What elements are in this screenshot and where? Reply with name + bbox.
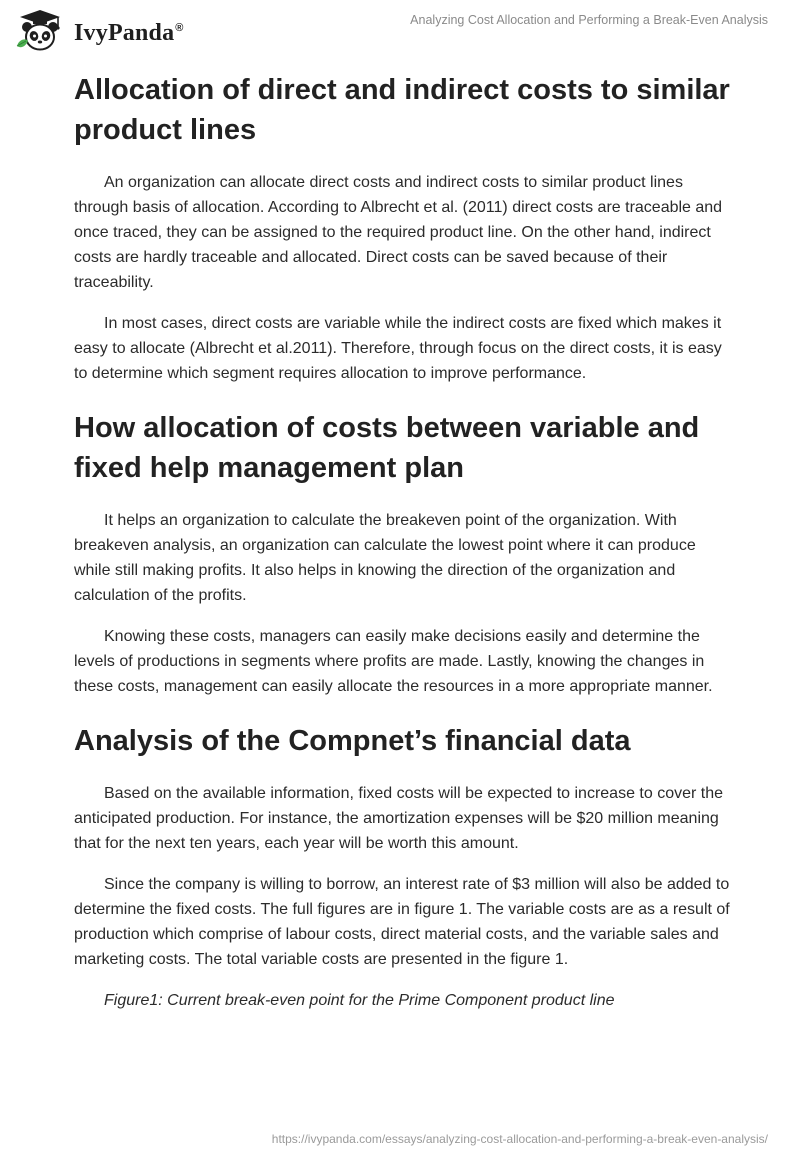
paragraph: Since the company is willing to borrow, an interest rate of $3 million will also be added to determine the fixed costs. The full figures are in figure 1. The variable costs are as a result of production which comprise of labour costs, direct material costs, and the variable sales and marketing costs. The total variable costs are presented in the figure 1. — [74, 876, 730, 968]
document-title: Analyzing Cost Allocation and Performing a Break-Even Analysis — [410, 13, 768, 27]
ivypanda-logo[interactable] — [14, 8, 184, 54]
paragraph: It helps an organization to calculate the breakeven point of the organization. With breakeven analysis, an organization can calculate the lowest point where it can produce while still making profits. It also helps in knowing the direction of the organization and calculation of the profits. — [74, 512, 696, 604]
section-heading: Allocation of direct and indirect costs to similar product lines — [74, 74, 730, 146]
page-header — [0, 0, 800, 64]
paragraph: Based on the available information, fixed costs will be expected to increase to cover the anticipated production. For instance, the amortization expenses will be $20 million meaning that for the next ten years, each year will be worth this amount. — [74, 785, 724, 852]
paragraph: In most cases, direct costs are variable while the indirect costs are fixed which makes it easy to allocate (Albrecht et al.2011). Therefore, through focus on the direct costs, it is easy to determine which segment requires allocation to improve performance. — [74, 315, 722, 382]
paragraph: An organization can allocate direct costs and indirect costs to similar product lines through basis of allocation. According to Albrecht et al. (2011) direct costs are traceable and once traced, they can be assigned to the required product line. On the other hand, indirect costs are hardly traceable and allocated. Direct costs can be saved because of their traceability. — [74, 174, 723, 291]
figure-caption: Figure1: Current break-even point for the Prime Component product line — [104, 992, 615, 1009]
registered-mark: ® — [175, 22, 184, 34]
logo-wordmark — [74, 21, 184, 45]
panda-graduate-icon — [14, 8, 66, 54]
section-heading: Analysis of the Compnet’s financial data — [74, 725, 631, 757]
section-heading: How allocation of costs between variable and fixed help management plan — [74, 412, 700, 484]
logo-text: IvyPanda — [74, 20, 175, 46]
source-url[interactable]: https://ivypanda.com/essays/analyzing-cost-allocation-and-performing-a-break-even-analysis/ — [271, 1132, 768, 1146]
section-variable-fixed — [74, 408, 734, 699]
paragraph: Knowing these costs, managers can easily make decisions easily and determine the levels of productions in segments where profits are made. Lastly, knowing the changes in these costs, management can easily allocate the resources in a more appropriate manner. — [74, 628, 713, 695]
section-financial-analysis — [74, 721, 734, 1013]
section-cost-allocation — [74, 70, 734, 386]
essay-content — [74, 70, 734, 1013]
